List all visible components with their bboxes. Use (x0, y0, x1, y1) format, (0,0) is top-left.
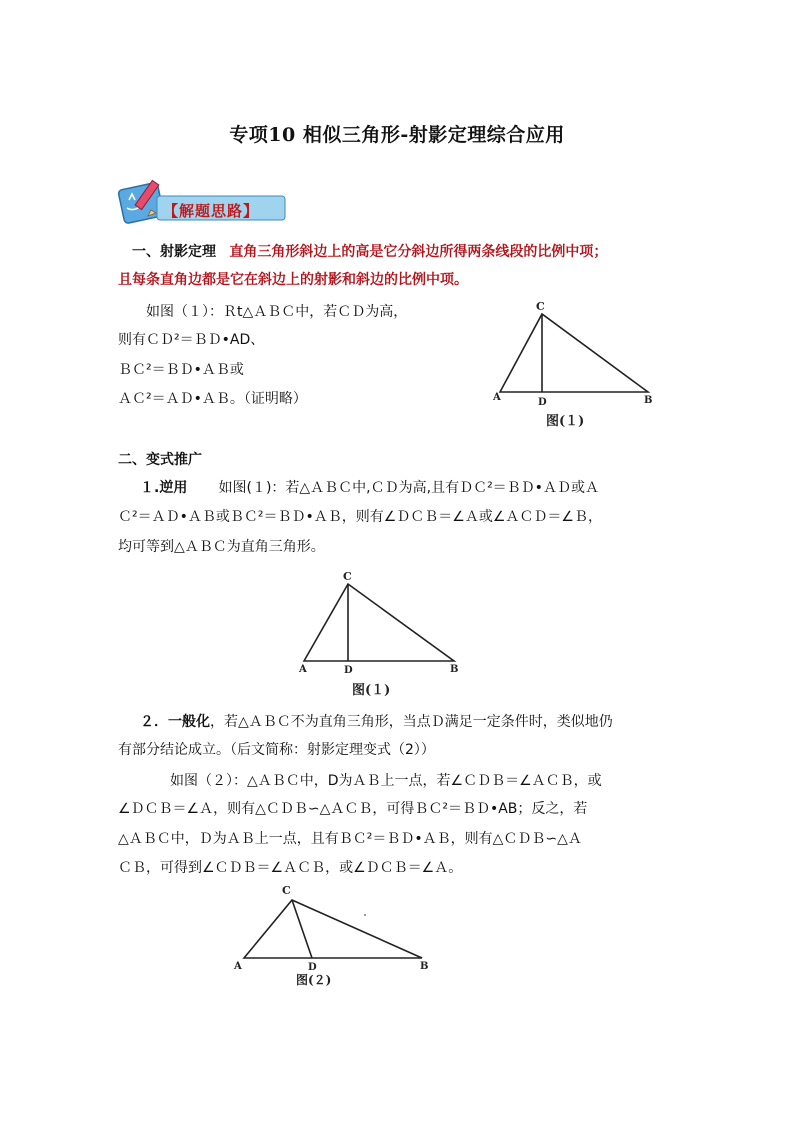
figure-1b-right-triangle (292, 566, 468, 702)
section2-p1-line3: 均可等到△ＡＢＣ为直角三角形。 (118, 539, 325, 555)
vertex-c-label: C (343, 570, 352, 583)
section3-p2-line1 (140, 712, 613, 732)
vertex-c-label: C (536, 300, 545, 313)
section2-p1-line1 (140, 478, 599, 498)
vertex-d-label: D (344, 665, 353, 676)
solution-ideas-badge (117, 180, 287, 230)
figure-2-general-triangle (230, 880, 440, 992)
section3-p3-line1: 如图（２）：△ＡＢＣ中，D为ＡＢ上一点，若∠ＣＤＢ＝∠ＡＣＢ，或 (170, 773, 602, 789)
vertex-d-label: D (308, 962, 317, 973)
section2-p1-line2: Ｃ²＝ＡＤ•ＡＢ或ＢＣ²＝ＢＤ•ＡＢ，则有∠ＤＣＢ＝∠Ａ或∠ＡＣＤ＝∠Ｂ， (118, 509, 602, 525)
section3-p2-line2: 有部分结论成立。（后文简称：射影定理变式（2）） (118, 742, 435, 758)
page-title: 专项10 相似三角形-射影定理综合应用 (229, 124, 565, 146)
section2-heading: 二、变式推广 (118, 452, 202, 468)
section1-heading: 一、射影定理 (132, 244, 216, 260)
section1-text-line1: 如图（１）：Ｒt△ＡＢＣ中，若ＣＤ为高， (146, 304, 408, 320)
section3-p2-text1: ，若△ＡＢＣ不为直角三角形，当点Ｄ满足一定条件时，类似地仍 (210, 714, 613, 730)
stray-dot (364, 914, 366, 916)
vertex-b-label: B (450, 664, 459, 675)
vertex-b-label: B (420, 961, 429, 972)
vertex-a-label: A (299, 664, 307, 675)
figure-1-caption: 图(１) (546, 414, 585, 429)
triangle-abc (304, 584, 454, 661)
vertex-d-label: D (538, 397, 547, 408)
section1-red-line2: 且每条直角边都是它在斜边上的射影和斜边的比例中项。 (118, 272, 468, 288)
figure-1b-caption: 图(１) (352, 683, 391, 698)
inverse-use-lead: １.逆用 (140, 480, 188, 496)
triangle-abc (500, 314, 648, 392)
section3-p3-line3: △ＡＢＣ中，Ｄ为ＡＢ上一点，且有ＢＣ²＝ＢＤ•ＡＢ，则有△ＣＤＢ∽△Ａ (118, 831, 582, 847)
vertex-a-label: A (234, 961, 242, 972)
figure-1-right-triangle (488, 296, 658, 434)
section1-red-line1: 直角三角形斜边上的高是它分斜边所得两条线段的比例中项； (229, 244, 608, 260)
generalization-lead: ２．一般化 (140, 714, 210, 730)
section1-text-line4: ＡＣ²＝ＡＤ•ＡＢ。（证明略） (118, 391, 307, 407)
section3-p3-line2: ∠ＤＣＢ＝∠Ａ，则有△ＣＤＢ∽△ＡＣＢ，可得ＢＣ²＝ＢＤ•AB；反之，若 (118, 801, 588, 817)
segment-cd (292, 900, 312, 958)
vertex-b-label: B (644, 395, 653, 406)
section1-text-line2: 则有ＣＤ²＝ＢＤ•AD、 (118, 332, 265, 348)
badge-label: 【解题思路】 (163, 202, 260, 220)
triangle-abc (244, 900, 422, 958)
vertex-a-label: A (493, 392, 501, 403)
vertex-c-label: C (282, 884, 291, 897)
figure-2-caption: 图(２) (296, 973, 332, 987)
section1-line1 (132, 242, 607, 262)
section3-p3-line4: ＣＢ，可得到∠ＣＤＢ＝∠ＡＣＢ，或∠ＤＣＢ＝∠Ａ。 (118, 860, 463, 876)
section2-p1-text1: 如图(１)：若△ＡＢＣ中,ＣＤ为高,且有ＤＣ²＝ＢＤ•ＡＤ或Ａ (218, 480, 599, 496)
section1-text-line3: ＢＣ²＝ＢＤ•ＡＢ或 (118, 362, 244, 378)
